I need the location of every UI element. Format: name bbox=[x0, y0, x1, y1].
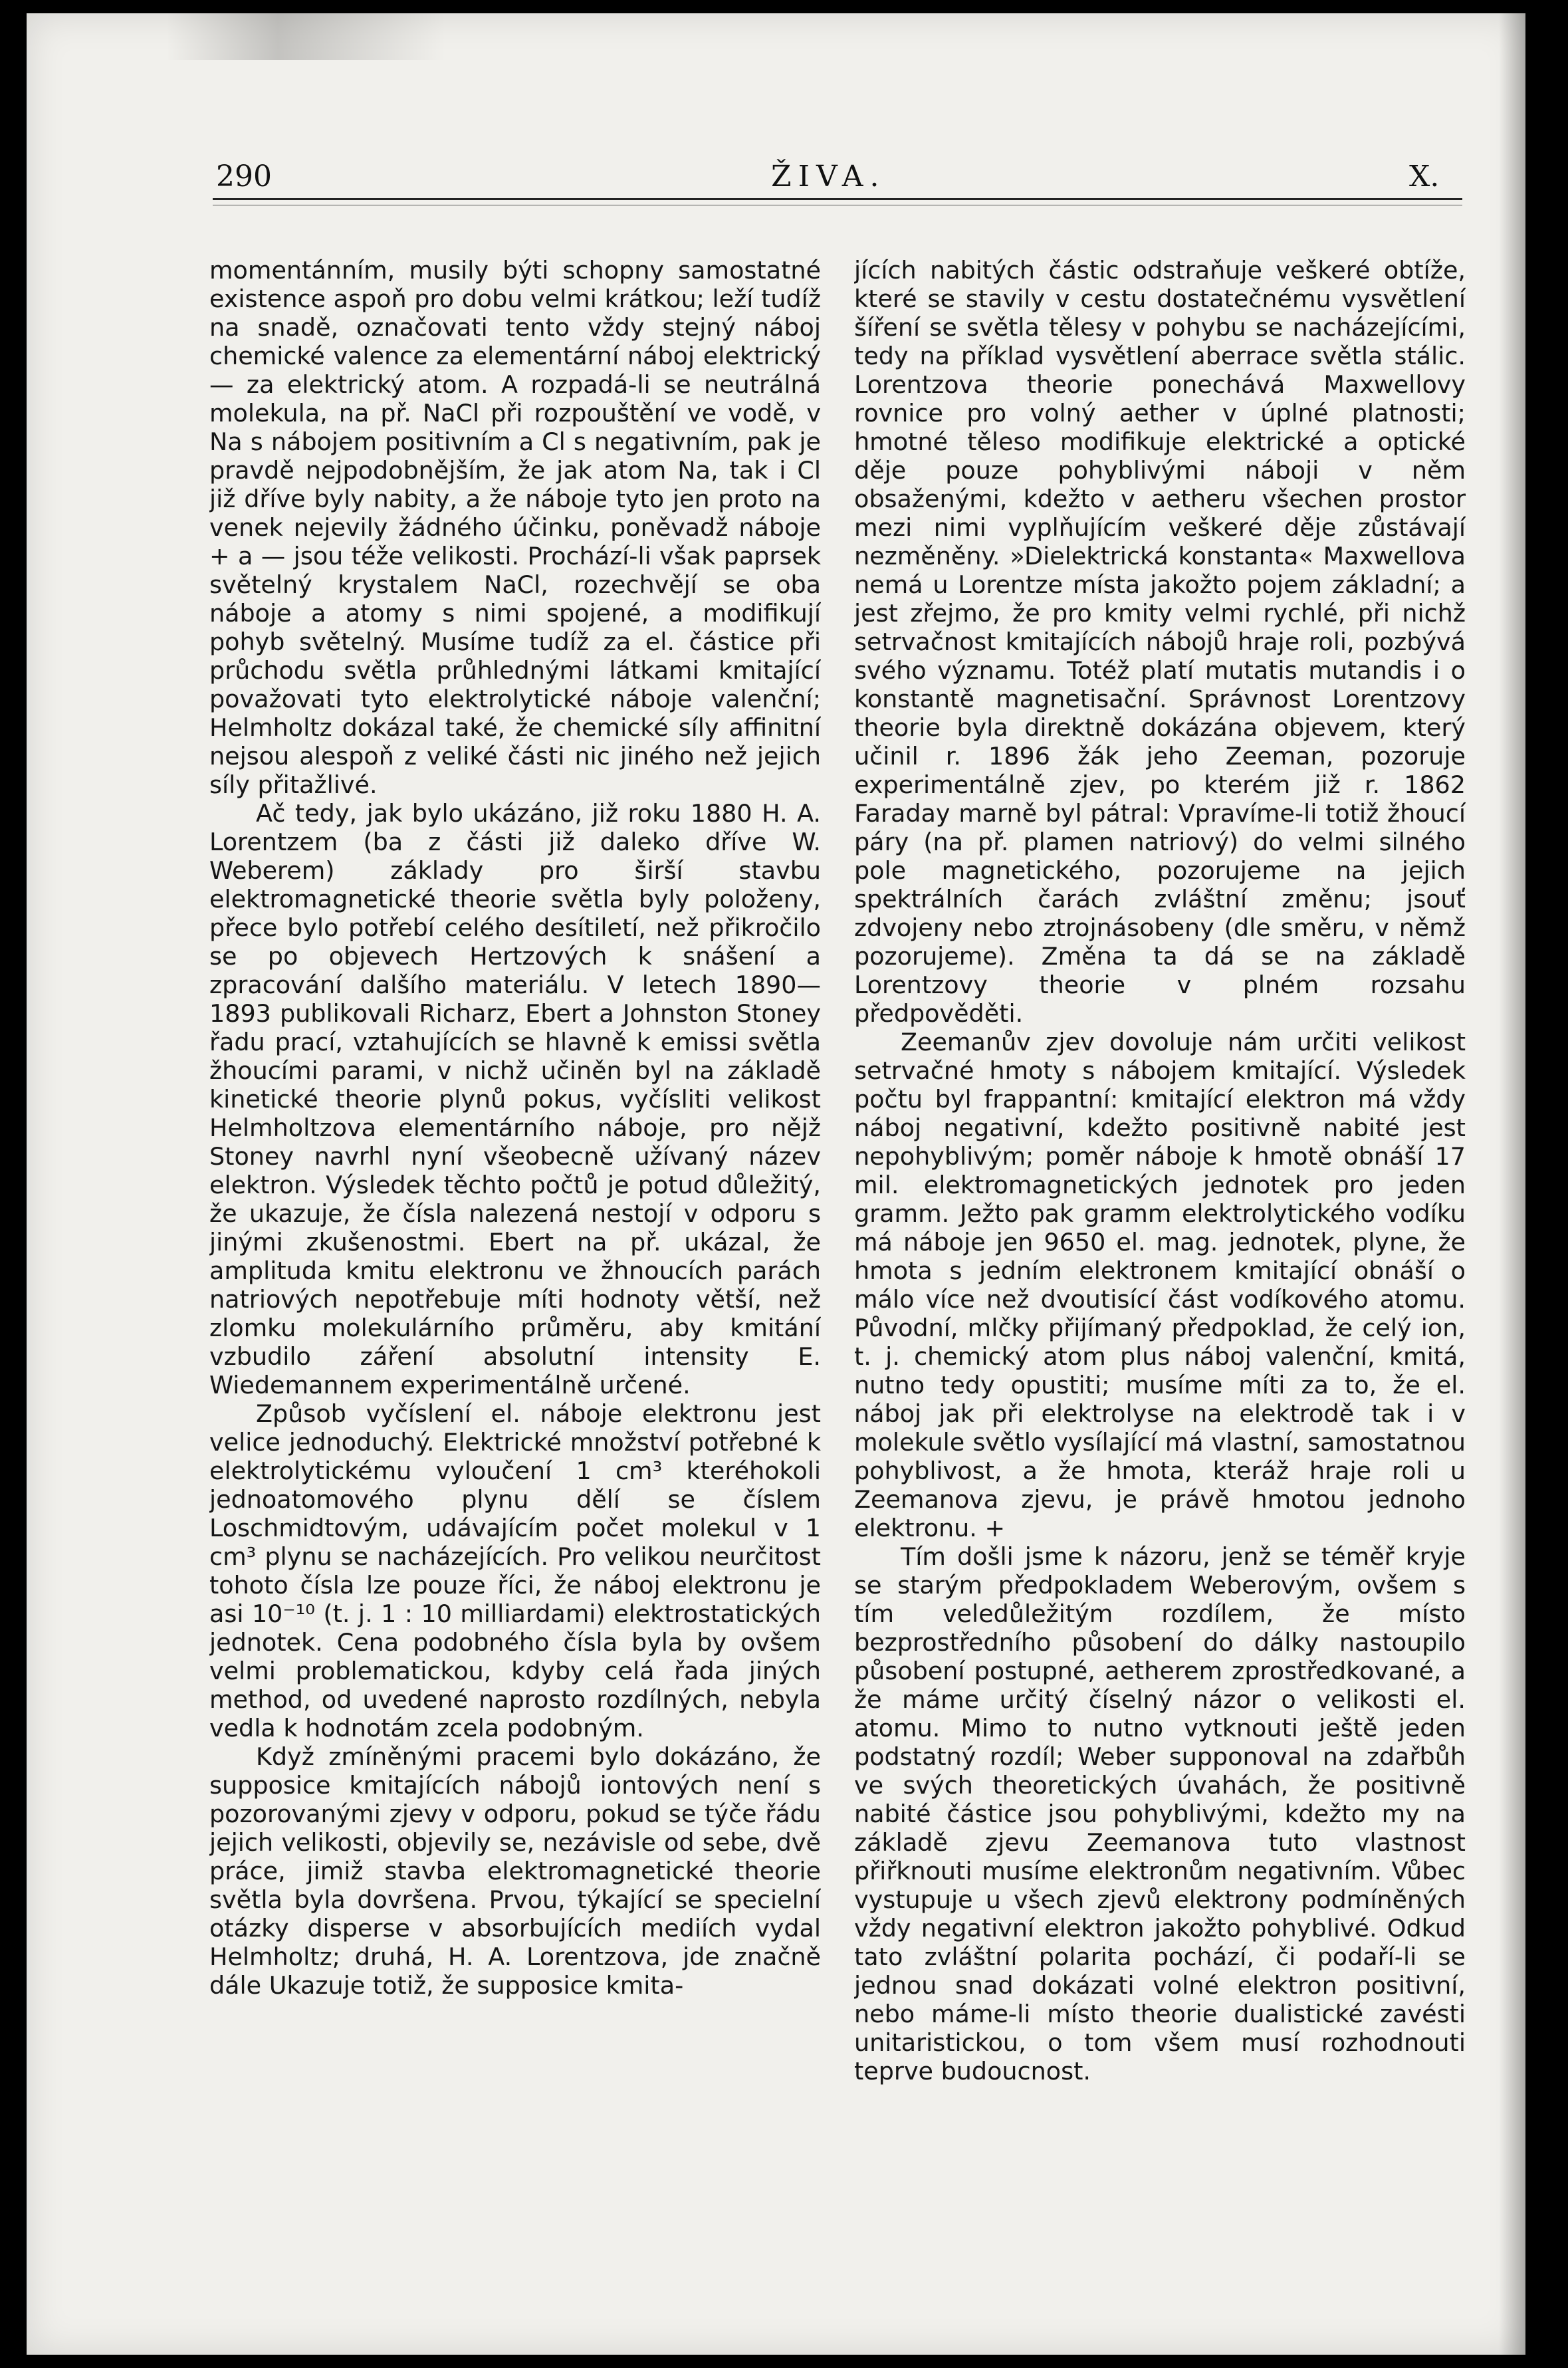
right-paragraph-2: Zeemanův zjev dovoluje nám určiti velikost setrvačné hmoty s nábojem kmitající. Výsledek počtu byl frappantní: kmitající elektron má vždy náboj negativní, kdežto positivně nabité jest nepohyblivým; poměr náboje k hmotě obnáší 17 mil. elektromagnetických jednotek pro jeden gramm. Ježto pak gramm elektrolytického vodíku má náboje jen 9650 el. mag. jednotek, plyne, že hmota s jedním elektronem kmitající obnáší o málo více než dvoutisící část vodíkového atomu. Původní, mlčky přijímaný předpoklad, že celý ion, t. j. chemický atom plus náboj valenční, kmitá, nutno tedy opustiti; musíme míti za to, že el. náboj jak při elektrolyse na elektrodě tak i v molekule světlo vysílající má vlastní, samostatnou pohyblivost, a že hmota, kteráž hraje roli u Zeemanova zjevu, je právě hmotou jednoho elektronu. + bbox=[854, 1028, 1466, 1542]
header-rule bbox=[213, 198, 1462, 200]
page-edge-shadow bbox=[1499, 13, 1525, 2355]
left-column bbox=[209, 256, 821, 2270]
left-paragraph-3: Způsob vyčíslení el. náboje elektronu jest velice jednoduchý. Elektrické množství potřebné k elektrolytickému vyloučení 1 cm³ kteréhokoli jednoatomového plynu dělí se číslem Loschmidtovým, udávajícím počet molekul v 1 cm³ plynu se nacházejících. Pro velikou neurčitost tohoto čísla lze pouze říci, že náboj elektronu je asi 10⁻¹⁰ (t. j. 1 : 10 milliardami) elektrostatických jednotek. Cena podobného čísla byla by ovšem velmi problematickou, kdyby celá řada jiných method, od uvedené naprosto rozdílných, nebyla vedla k hodnotám zcela podobným. bbox=[209, 1399, 821, 1742]
right-column bbox=[854, 256, 1466, 2270]
left-paragraph-4: Když zmíněnými pracemi bylo dokázáno, že supposice kmitajících nábojů iontových není s pozorovanými zjevy v odporu, pokud se týče řádu jejich velikosti, objevily se, nezávisle od sebe, dvě práce, jimiž stavba elektromagnetické theorie světla byla dovršena. Prvou, týkající se specielní otázky disperse v absorbujících mediích vydal Helmholtz; druhá, H. A. Lorentzova, jde značně dále Ukazuje totiž, že supposice kmita- bbox=[209, 1742, 821, 2000]
page-stain bbox=[166, 13, 445, 60]
page-number: 290 bbox=[216, 160, 272, 193]
running-title: ŽIVA. bbox=[771, 160, 886, 193]
right-paragraph-3: Tím došli jsme k názoru, jenž se téměř kryje se starým předpokladem Weberovým, ovšem s tím veledůležitým rozdílem, že místo bezprostředního působení do dálky nastoupilo působení postupné, aetherem zprostředkované, a že máme určitý číselný názor o velikosti el. atomu. Mimo to nutno vytknouti ještě jeden podstatný rozdíl; Weber supponoval na zdařbůh ve svých theoretických úvahách, že positivně nabité částice jsou pohyblivými, kdežto my na základě zjevu Zeemanova tuto vlastnost přiřknouti musíme elektronům negativním. Vůbec vystupuje u všech zjevů elektrony podmíněných vždy negativní elektron jakožto pohyblivé. Odkud tato zvláštní polarita pochází, či podaří-li se jednou snad dokázati volné elektron positivní, nebo máme-li místo theorie dualistické zavésti unitaristickou, o tom všem musí rozhodnouti teprve budoucnost. bbox=[854, 1542, 1466, 2085]
left-paragraph-2: Ač tedy, jak bylo ukázáno, již roku 1880 H. A. Lorentzem (ba z části již daleko dříve W. Weberem) základy pro širší stavbu elektromagnetické theorie světla byly položeny, přece bylo potřebí celého desítiletí, než přikročilo se po objevech Hertzových k snášení a zpracování dalšího materiálu. V letech 1890—1893 publikovali Richarz, Ebert a Johnston Stoney řadu prací, vztahujících se hlavně k emissi světla žhoucími parami, v nichž učiněn byl na základě kinetické theorie plynů pokus, vyčísliti velikost Helmholtzova elementárního náboje, pro nějž Stoney navrhl nyní všeobecně užívaný název elektron. Výsledek těchto počtů je potud důležitý, že ukazuje, že čísla nalezená nestojí v odporu s jinými zkušenostmi. Ebert na př. ukázal, že amplituda kmitu elektronu ve žhnoucích parách natriových nepotřebuje míti hodnoty větší, než zlomku molekulárního průměru, aby kmitání vzbudilo záření absolutní intensity E. Wiedemannem experimentálně určené. bbox=[209, 799, 821, 1399]
left-paragraph-1: momentánním, musily býti schopny samostatné existence aspoň pro dobu velmi krátkou; leží tudíž na snadě, označovati tento vždy stejný náboj chemické valence za elementární náboj elektrický — za elektrický atom. A rozpadá-li se neutrálná molekula, na př. NaCl při rozpouštění ve vodě, v Na s nábojem positivním a Cl s negativním, pak je pravdě nejpodobnějším, že jak atom Na, tak i Cl již dříve byly nabity, a že náboje tyto jen proto na venek nejevily žádného účinku, poněvadž náboje + a — jsou téže velikosti. Prochází-li však paprsek světelný krystalem NaCl, rozechvějí se oba náboje a atomy s nimi spojené, a modifikují pohyb světelný. Musíme tudíž za el. částice při průchodu světla průhlednými látkami kmitající považovati tyto elektrolytické náboje valenční; Helmholtz dokázal také, že chemické síly affinitní nejsou alespoň z veliké části nic jiného než jejich síly přitažlivé. bbox=[209, 256, 821, 799]
book-page bbox=[27, 13, 1525, 2355]
volume-number: X. bbox=[1409, 160, 1440, 193]
right-paragraph-1: jících nabitých částic odstraňuje veškeré obtíže, které se stavily v cestu dostatečnému vysvětlení šíření se světla tělesy v pohybu se nacházejícími, tedy na příklad vysvětlení aberrace světla stálic. Lorentzova theorie ponechává Maxwellovy rovnice pro volný aether v úplné platnosti; hmotné těleso modifikuje elektrické a optické děje pouze pohyblivými náboji v něm obsaženými, kdežto v aetheru všechen prostor mezi nimi vyplňujícím veškeré děje zůstávají nezměněny. »Dielektrická konstanta« Maxwellova nemá u Lorentze místa jakožto pojem základní; a jest zřejmo, že pro kmity velmi rychlé, při nichž setrvačnost kmitajících nábojů hraje roli, pozbývá svého významu. Totéž platí mutatis mutandis i o konstantě magnetisační. Správnost Lorentzovy theorie byla direktně dokázána objevem, který učinil r. 1896 žák jeho Zeeman, pozoruje experimentálně zjev, po kterém již r. 1862 Faraday marně byl pátral: Vpravíme-li totiž žhoucí páry (na př. plamen natriový) do velmi silného pole magnetického, pozorujeme na jejich spektrálních čarách zvláštní změnu; jsouť zdvojeny nebo ztrojnásobeny (dle směru, v němž pozorujeme). Změna ta dá se na základě Lorentzovy theorie v plném rozsahu předpověděti. bbox=[854, 256, 1466, 1028]
